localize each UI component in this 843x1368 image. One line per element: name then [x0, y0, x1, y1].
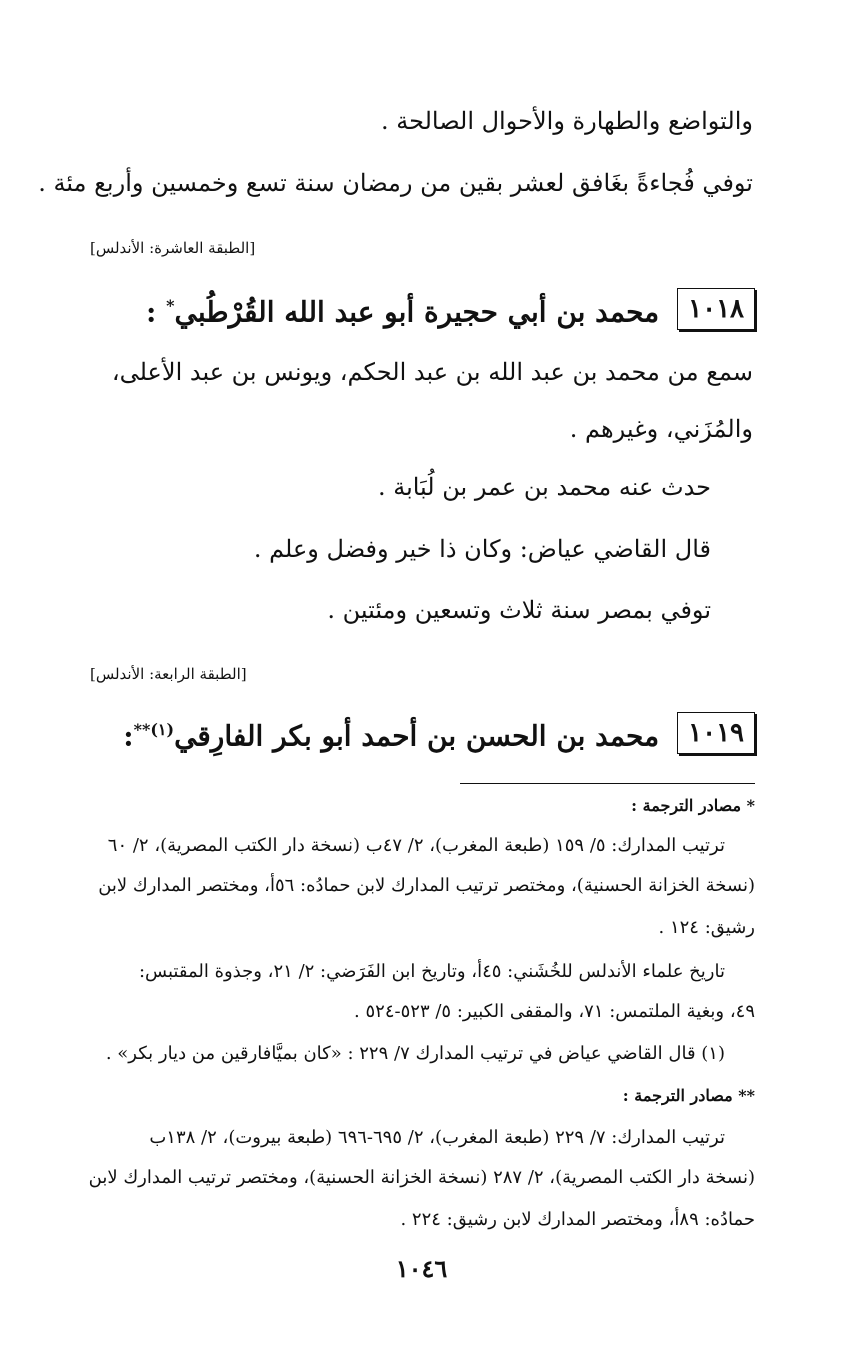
entry-heading-1019: [123, 710, 755, 756]
continuation-line-2: توفي فُجاءةً بغَافق لعشر بقين من رمضان سنة تسع وخمسين وأربع مئة .: [38, 169, 753, 197]
footnote-ref: (١): [150, 720, 175, 739]
footnote-line: تاريخ علماء الأندلس للخُشَني: ٤٥أ، وتاريخ ابن الفَرَضي: ٢/ ٢١، وجذوة المقتبس:: [138, 961, 725, 982]
entry-number-1018: ١٠١٨: [677, 288, 755, 330]
source-mark: **: [133, 720, 151, 739]
footnote-line: حمادُه: ٨٩أ، ومختصر المدارك لابن رشيق: ٢٢٤ .: [400, 1209, 755, 1230]
entry-heading-1018: [146, 286, 755, 332]
source-mark: *: [166, 296, 175, 315]
entry-title-1018: [146, 286, 659, 332]
paragraph-line: والمُزَني، وغيرهم .: [569, 415, 753, 443]
tabaqa-label-1019: [الطبقة الرابعة: الأندلس]: [90, 665, 247, 683]
footnote-line: ترتيب المدارك: ٧/ ٢٢٩ (طبعة المغرب)، ٢/ ٦٩٥-٦٩٦ (طبعة بيروت)، ٢/ ١٣٨ب: [149, 1127, 725, 1148]
entry-number-1019: ١٠١٩: [677, 712, 755, 754]
footnote-line: رشيق: ١٢٤ .: [658, 917, 755, 938]
footnote-line: ٤٩، وبغية الملتمس: ٧١، والمقفى الكبير: ٥/ ٥٢٣-٥٢٤ .: [354, 1001, 755, 1022]
footnote-note-1: (١) قال القاضي عياض في ترتيب المدارك ٧/ ٢٢٩ : «كان بميَّافارقين من ديار بكر» .: [105, 1043, 725, 1064]
paragraph-line: سمع من محمد بن عبد الله بن عبد الحكم، ويونس بن عبد الأعلى،: [111, 358, 753, 386]
paragraph-line: توفي بمصر سنة ثلاث وتسعين ومئتين .: [327, 596, 711, 624]
footnote-line: (نسخة دار الكتب المصرية)، ٢/ ٢٨٧ (نسخة الخزانة الحسنية)، ومختصر ترتيب المدارك لابن: [88, 1167, 755, 1188]
entry-title-text: محمد بن أبي حجيرة أبو عبد الله القُرْطُبي: [174, 295, 660, 329]
entry-title-text: محمد بن الحسن بن أحمد أبو بكر الفارِقي: [174, 719, 660, 753]
continuation-line-1: والتواضع والطهارة والأحوال الصالحة .: [380, 107, 753, 135]
footnote-line: ترتيب المدارك: ٥/ ١٥٩ (طبعة المغرب)، ٢/ ٤٧ب (نسخة دار الكتب المصرية)، ٢/ ٦٠: [107, 835, 725, 856]
page-number: ١٠٤٦: [395, 1254, 448, 1283]
title-colon: :: [146, 295, 157, 329]
title-colon: :: [123, 719, 134, 753]
tabaqa-label-1018: [الطبقة العاشرة: الأندلس]: [90, 239, 256, 257]
paragraph-line: حدث عنه محمد بن عمر بن لُبَابة .: [377, 473, 711, 501]
sources-heading-2: ** مصادر الترجمة :: [622, 1086, 755, 1105]
sources-heading-1: * مصادر الترجمة :: [631, 796, 755, 815]
footnote-divider: [460, 783, 755, 784]
footnote-line: (نسخة الخزانة الحسنية)، ومختصر ترتيب المدارك لابن حمادُه: ٥٦أ، ومختصر المدارك لابن: [98, 875, 755, 896]
entry-title-1019: [123, 710, 659, 756]
paragraph-line: قال القاضي عياض: وكان ذا خير وفضل وعلم .: [253, 535, 711, 563]
